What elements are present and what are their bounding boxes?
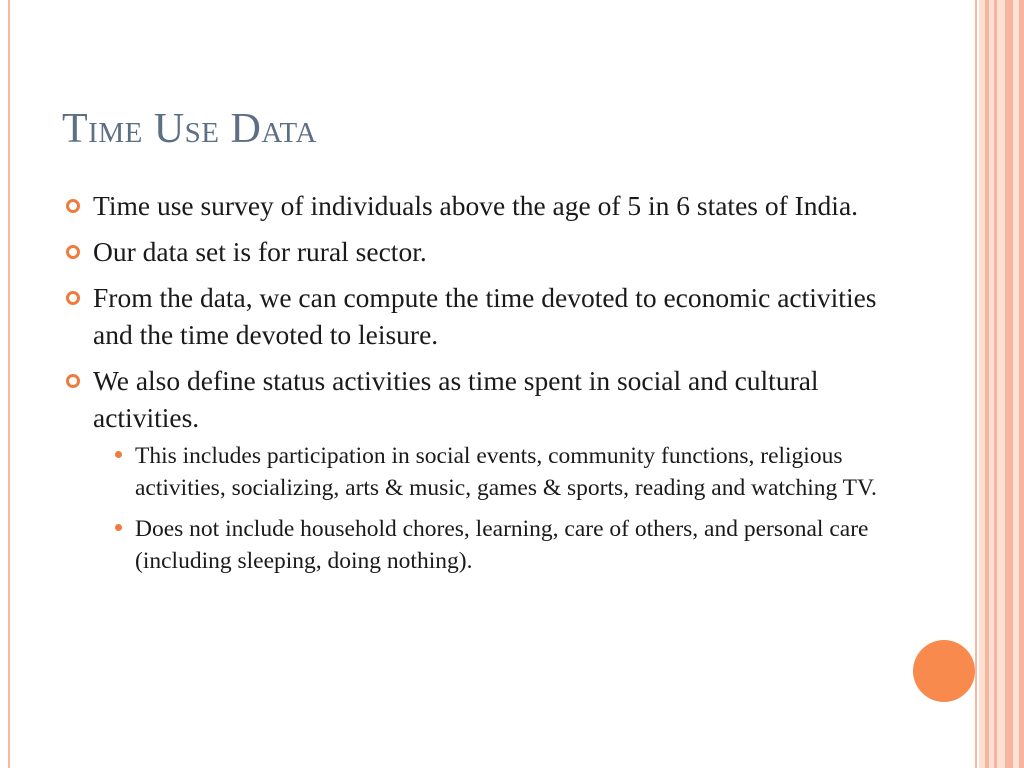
bullet-item <box>66 362 886 577</box>
dot-bullet-icon <box>115 524 122 531</box>
decorative-stripes <box>979 0 1024 768</box>
bullet-text: From the data, we can compute the time devoted to economic activities and the time devoted to leisure. <box>93 282 877 350</box>
bullet-text: We also define status activities as time spent in social and cultural activities. <box>93 365 819 433</box>
bullet-list <box>66 187 886 586</box>
sub-bullet-item <box>93 513 886 577</box>
dot-bullet-icon <box>115 451 122 458</box>
stripe <box>1019 0 1024 768</box>
sub-bullet-list <box>93 440 886 577</box>
ring-bullet-icon <box>66 291 80 305</box>
sub-bullet-text: This includes participation in social events, community functions, religious activities, socializing, arts & music, games & sports, reading and watching TV. <box>135 443 877 501</box>
bullet-item <box>66 279 886 353</box>
stripe <box>1005 0 1013 768</box>
slide-title: Time Use Data <box>62 106 317 152</box>
ring-bullet-icon <box>66 199 80 213</box>
stripe <box>994 0 997 768</box>
bullet-text: Our data set is for rural sector. <box>93 236 427 267</box>
bullet-item <box>66 187 886 224</box>
sub-bullet-text: Does not include household chores, learning, care of others, and personal care (including sleeping, doing nothing). <box>135 516 869 574</box>
decorative-circle <box>913 640 975 702</box>
ring-bullet-icon <box>66 374 80 388</box>
sub-bullet-item <box>93 440 886 504</box>
bullet-text: Time use survey of individuals above the age of 5 in 6 states of India. <box>93 190 859 221</box>
ring-bullet-icon <box>66 245 80 259</box>
stripe <box>985 0 989 768</box>
bullet-item <box>66 233 886 270</box>
